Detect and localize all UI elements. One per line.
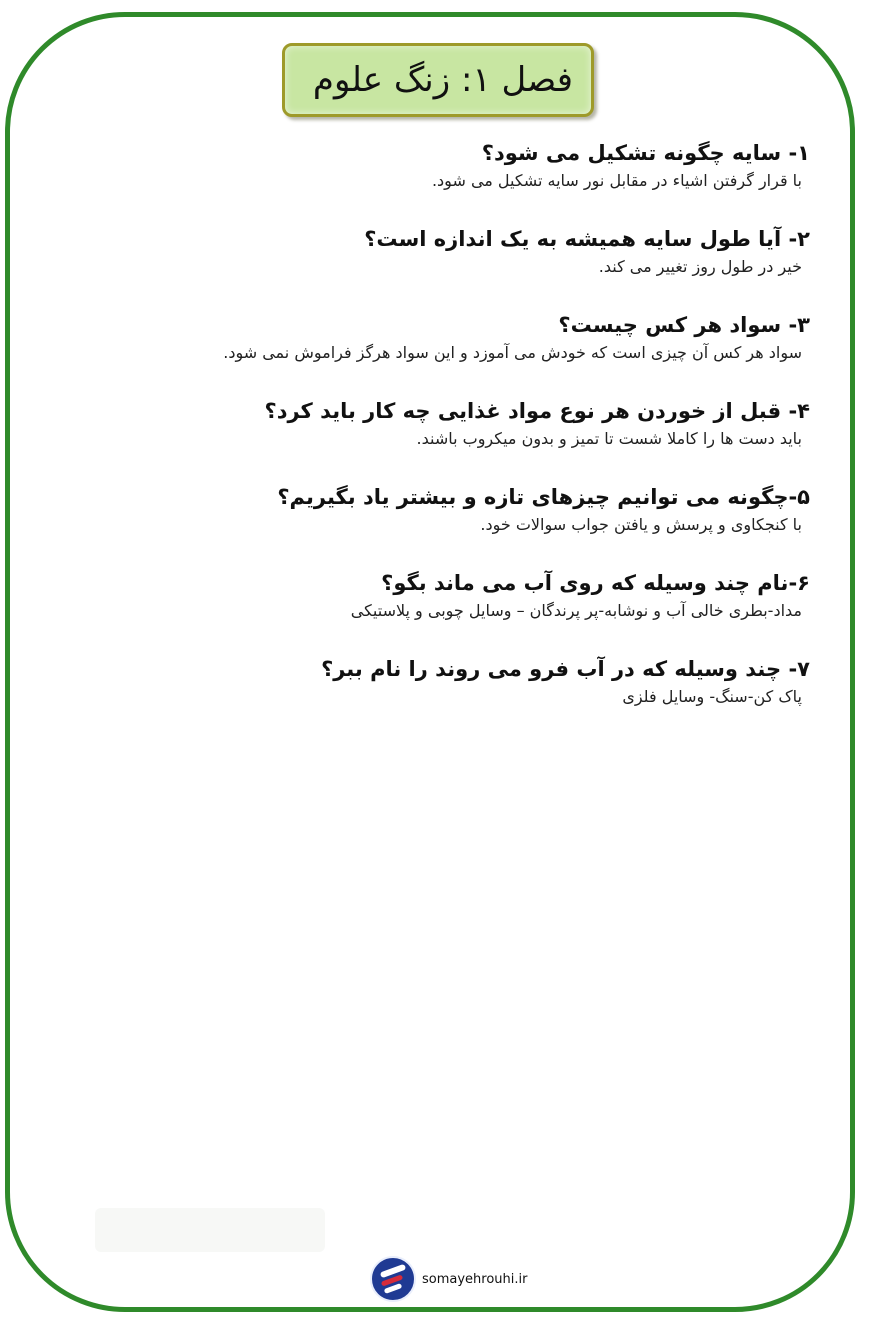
question-4: ۴- قبل از خوردن هر نوع مواد غذایی چه کار باید کرد؟ — [264, 399, 810, 423]
question-6: ۶-نام چند وسیله که روی آب می ماند بگو؟ — [381, 571, 810, 595]
footer — [370, 1256, 527, 1302]
qa-item-3 — [110, 310, 810, 366]
faint-watermark-bar — [95, 1208, 325, 1252]
qa-item-5 — [110, 482, 810, 538]
answer-6: مداد-بطری خالی آب و نوشابه-پر پرندگان – وسایل چوبی و پلاستیکی — [350, 601, 802, 620]
footer-site-link[interactable]: somayehrouhi.ir — [422, 1271, 528, 1287]
qa-item-7 — [110, 654, 810, 710]
qa-item-2 — [110, 224, 810, 280]
question-1: ۱- سایه چگونه تشکیل می شود؟ — [481, 141, 810, 165]
question-2: ۲- آیا طول سایه همیشه به یک اندازه است؟ — [364, 227, 810, 251]
answer-3: سواد هر کس آن چیزی است که خودش می آموزد و این سواد هرگز فراموش نمی شود. — [223, 343, 802, 362]
question-3: ۳- سواد هر کس چیست؟ — [558, 313, 810, 337]
answer-7: پاک کن-سنگ- وسایل فلزی — [622, 687, 802, 706]
chapter-title-box — [282, 43, 594, 117]
chapter-title: فصل ۱: زنگ علوم — [312, 60, 573, 100]
question-7: ۷- چند وسیله که در آب فرو می روند را نام ببر؟ — [321, 657, 810, 681]
qa-list — [110, 138, 810, 740]
answer-2: خیر در طول روز تغییر می کند. — [598, 257, 802, 276]
answer-4: باید دست ها را کاملا شست تا تمیز و بدون میکروب باشند. — [416, 429, 802, 448]
answer-5: با کنجکاوی و پرسش و یافتن جواب سوالات خود. — [480, 515, 802, 534]
qa-item-4 — [110, 396, 810, 452]
brand-logo-icon — [370, 1256, 416, 1302]
answer-1: با قرار گرفتن اشیاء در مقابل نور سایه تشکیل می شود. — [431, 171, 802, 190]
question-5: ۵-چگونه می توانیم چیزهای تازه و بیشتر یاد بگیریم؟ — [277, 485, 810, 509]
qa-item-6 — [110, 568, 810, 624]
qa-item-1 — [110, 138, 810, 194]
